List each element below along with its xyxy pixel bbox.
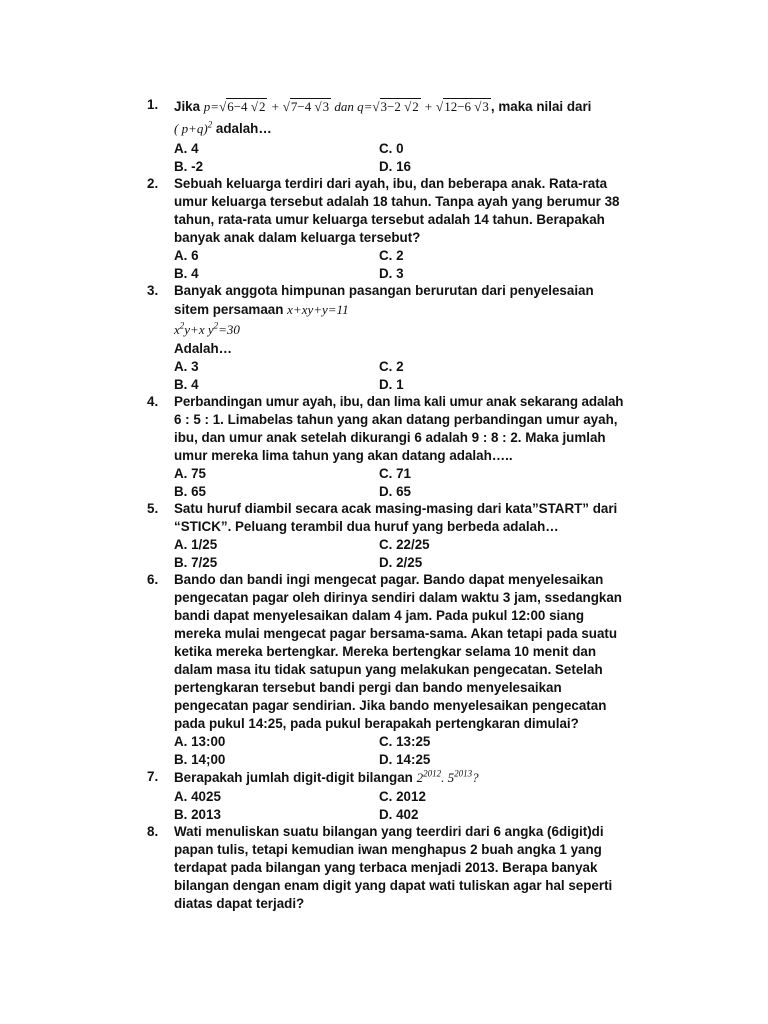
option-d[interactable]: D. 3 — [379, 265, 404, 281]
option-d[interactable]: D. 16 — [379, 158, 412, 174]
question-text: umur mereka lima tahun yang akan datang adalah….. — [174, 448, 513, 463]
question-text: dalam masa itu tidak satupun yang melakukan pengecatan. Setelah — [174, 662, 603, 677]
question-6 — [0, 571, 659, 768]
option-b[interactable]: B. 4 — [174, 376, 199, 392]
question-number: 5. — [147, 501, 159, 516]
option-c[interactable]: C. 71 — [379, 466, 412, 481]
answer-options — [174, 733, 659, 768]
question-text: diatas dapat terjadi? — [174, 896, 305, 911]
option-c[interactable]: C. 2012 — [379, 789, 426, 804]
question-text: pengecatan pagar sendirian. Jika bando menyelesaikan pengecatan — [174, 698, 607, 713]
question-text: pada pukul 14:25, pada pukul berapakah pertengkaran dimulai? — [174, 716, 579, 731]
option-c[interactable]: C. 22/25 — [379, 537, 430, 552]
option-d[interactable]: D. 2/25 — [379, 554, 423, 570]
question-number: 8. — [147, 824, 159, 839]
question-text: Adalah… — [174, 341, 233, 356]
option-a[interactable]: A. 4 — [174, 141, 199, 156]
option-a[interactable]: A. 4025 — [174, 789, 221, 804]
option-b[interactable]: B. 4 — [174, 265, 199, 281]
question-number: 1. — [147, 97, 159, 112]
question-text: tahun, rata-rata umur keluarga tersebut adalah 14 tahun. Berapakah — [174, 212, 605, 227]
question-text: Berapakah jumlah digit-digit bilangan $2^{2012}$. $5^{2013}$? — [174, 768, 479, 785]
question-3 — [0, 282, 659, 393]
answer-options — [174, 465, 659, 500]
question-text: ketika mereka bertengkar. Mereka bertengkar selama 10 menit dan — [174, 644, 597, 659]
option-b[interactable]: B. 7/25 — [174, 554, 218, 570]
question-text: mereka mulai mengecat pagar bersama-sama. Akan tetapi pada suatu — [174, 626, 618, 641]
question-text: bandi dapat menyelesaikan dalam 4 jam. Pada pukul 12:00 siang — [174, 608, 585, 623]
option-a[interactable]: A. 6 — [174, 248, 199, 263]
answer-options — [174, 358, 659, 393]
answer-options — [174, 536, 659, 571]
answer-options — [174, 788, 659, 823]
question-text: Perbandingan umur ayah, ibu, dan lima kali umur anak sekarang adalah — [174, 394, 624, 409]
math-expression-pq-squared: ( p+q)$^2$ — [174, 119, 213, 136]
question-number: 4. — [147, 394, 159, 409]
question-text: terdapat pada bilangan yang terbaca menjadi 2013. Berapa banyak — [174, 860, 598, 875]
question-number: 2. — [147, 176, 159, 191]
option-a[interactable]: A. 13:00 — [174, 734, 226, 749]
question-text: 6 : 5 : 1. Limabelas tahun yang akan datang perbandingan umur ayah, — [174, 412, 618, 427]
answer-options — [174, 247, 659, 282]
option-b[interactable]: B. 14;00 — [174, 751, 226, 767]
question-number: 7. — [147, 769, 159, 784]
question-text: Satu huruf diambil secara acak masing-masing dari kata”START” dari — [174, 501, 618, 516]
question-text: papan tulis, tetapi kemudian iwan menghapus 2 buah angka 1 yang — [174, 842, 602, 857]
question-5 — [0, 500, 659, 571]
option-a[interactable]: A. 75 — [174, 466, 207, 481]
question-4 — [0, 393, 659, 500]
option-d[interactable]: D. 65 — [379, 483, 412, 499]
option-d[interactable]: D. 1 — [379, 376, 404, 392]
question-text: Banyak anggota himpunan pasangan berurutan dari penyelesaian — [174, 283, 594, 298]
option-a[interactable]: A. 3 — [174, 359, 199, 374]
question-text: Bando dan bandi ingi mengecat pagar. Bando dapat menyelesaikan — [174, 572, 604, 587]
question-text: umur keluarga tersebut adalah 18 tahun. Tanpa ayah yang berumur 38 — [174, 194, 620, 209]
question-7 — [0, 768, 659, 823]
math-expression-pq: p=√6−4 √2 + √7−4 √3 dan q=√3−2 √2 + √12−6 √3 — [203, 99, 489, 114]
math-expression-power: $2^{2012}$. $5^{2013}$? — [416, 768, 479, 785]
question-text: pertengkaran tersebut bandi pergi dan bando menyelesaikan — [174, 680, 562, 695]
question-text: “STICK”. Peluang terambil dua huruf yang berbeda adalah… — [174, 519, 559, 534]
option-b[interactable]: B. 2013 — [174, 806, 221, 822]
question-text: Sebuah keluarga terdiri dari ayah, ibu, dan beberapa anak. Rata-rata — [174, 176, 608, 191]
question-number: 3. — [147, 283, 159, 298]
question-1 — [0, 96, 659, 175]
question-text: Wati menuliskan suatu bilangan yang teerdiri dari 6 angka (6digit)di — [174, 824, 604, 839]
answer-options — [174, 140, 659, 175]
exam-document — [0, 96, 768, 913]
question-text: ibu, dan umur anak setelah dikurangi 6 adalah 9 : 8 : 2. Maka jumlah — [174, 430, 606, 445]
option-d[interactable]: D. 14:25 — [379, 751, 431, 767]
question-text: ( p+q)$^2$ adalah… — [174, 119, 272, 136]
option-b[interactable]: B. -2 — [174, 158, 204, 174]
option-c[interactable]: C. 2 — [379, 359, 404, 374]
option-c[interactable]: C. 13:25 — [379, 734, 431, 749]
question-text: bilangan dengan enam digit yang dapat wati tuliskan agar hal seperti — [174, 878, 613, 893]
option-c[interactable]: C. 0 — [379, 141, 404, 156]
question-text: sitem persamaan x+xy+y=11 — [174, 302, 349, 317]
question-text: banyak anak dalam keluarga tersebut? — [174, 230, 421, 245]
equation-1: x+xy+y=11 — [287, 302, 349, 317]
question-text: Jika p=√6−4 √2 + √7−4 √3 dan q=√3−2 √2 + √12−6 √3 , maka nilai dari — [174, 99, 592, 114]
option-a[interactable]: A. 1/25 — [174, 537, 218, 552]
question-number: 6. — [147, 572, 159, 587]
question-2 — [0, 175, 659, 282]
question-8 — [0, 823, 659, 913]
option-d[interactable]: D. 402 — [379, 806, 419, 822]
equation-2: $x^2y+x$ $y^2=30$ — [174, 320, 240, 337]
option-c[interactable]: C. 2 — [379, 248, 404, 263]
option-b[interactable]: B. 65 — [174, 483, 207, 499]
question-text: pengecatan pagar oleh dirinya sendiri dalam waktu 3 jam, ssedangkan — [174, 590, 622, 605]
